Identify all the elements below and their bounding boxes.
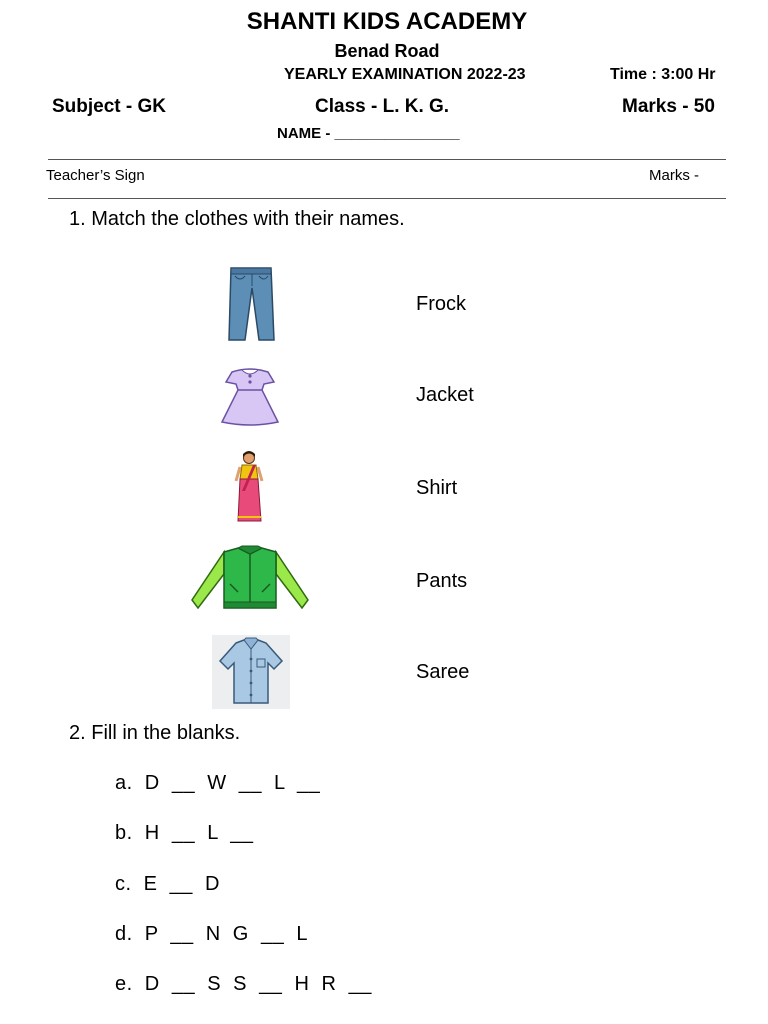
fill-blank-item: b. H __ L __ bbox=[115, 822, 254, 844]
question-1-title: 1. Match the clothes with their names. bbox=[69, 208, 405, 230]
marks-obtained-label: Marks - bbox=[649, 167, 699, 184]
school-name: SHANTI KIDS ACADEMY bbox=[246, 8, 528, 35]
match-name-saree: Saree bbox=[416, 661, 470, 683]
class-label: Class - L. K. G. bbox=[315, 96, 450, 117]
fill-blank-item: e. D __ S S __ H R __ bbox=[115, 973, 372, 995]
fill-blank-item: c. E __ D bbox=[115, 873, 220, 895]
match-name-jacket: Jacket bbox=[416, 384, 474, 406]
frock-image bbox=[218, 366, 282, 428]
pants-image bbox=[226, 266, 276, 342]
fill-blank-item: d. P __ N G __ L bbox=[115, 923, 308, 945]
fill-blank-item: a. D __ W __ L __ bbox=[115, 772, 321, 794]
match-name-frock: Frock bbox=[416, 293, 466, 315]
saree-image bbox=[233, 451, 267, 523]
subject-label: Subject - GK bbox=[52, 96, 167, 117]
name-field[interactable]: NAME - _______________ bbox=[277, 125, 460, 142]
exam-time: Time : 3:00 Hr bbox=[610, 66, 716, 83]
teacher-sign-label: Teacher’s Sign bbox=[46, 167, 145, 184]
exam-title: YEARLY EXAMINATION 2022-23 bbox=[284, 66, 526, 83]
match-name-pants: Pants bbox=[416, 570, 468, 592]
question-2-title: 2. Fill in the blanks. bbox=[69, 722, 241, 744]
divider-bottom bbox=[48, 198, 726, 199]
jacket-image bbox=[188, 544, 312, 614]
shirt-image bbox=[212, 635, 290, 709]
school-address: Benad Road bbox=[334, 41, 440, 61]
match-name-shirt: Shirt bbox=[416, 477, 458, 499]
divider-top bbox=[48, 159, 726, 160]
total-marks: Marks - 50 bbox=[622, 96, 715, 117]
